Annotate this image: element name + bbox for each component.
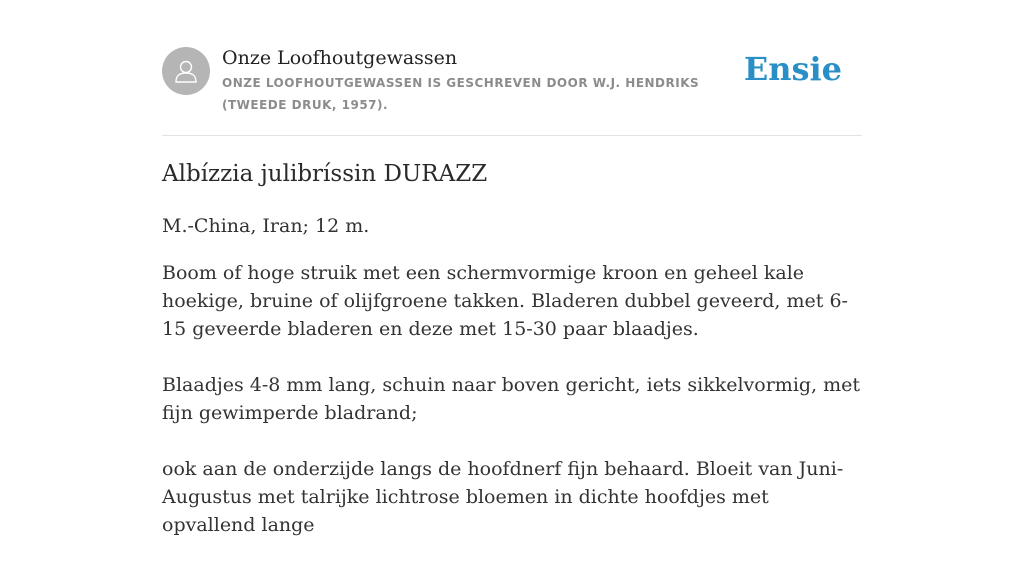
paragraph: ook aan de onderzijde langs de hoofdnerf fijn behaard. Bloeit van Juni-Augustus met talrijke lichtrose bloemen in dichte hoofdjes met opvallend lange xyxy=(162,458,844,536)
user-icon xyxy=(172,57,200,85)
avatar[interactable] xyxy=(162,47,210,95)
article-origin: M.-China, Iran; 12 m. xyxy=(162,215,370,237)
article-title: Albízzia julibríssin DURAZZ xyxy=(162,161,488,187)
paragraph: Boom of hoge struik met een schermvormige kroon en geheel kale hoekige, bruine of olijfgroene takken. Bladeren dubbel geveerd, met 6-15 geveerde bladeren en deze met 15-30 paar blaadjes. xyxy=(162,262,848,340)
publication-info xyxy=(222,45,752,116)
article-body xyxy=(162,259,862,567)
paragraph: Blaadjes 4-8 mm lang, schuin naar boven gericht, iets sikkelvormig, met fijn gewimperde bladrand; xyxy=(162,374,861,424)
publication-title[interactable]: Onze Loofhoutgewassen xyxy=(222,47,458,69)
publication-description: ONZE LOOFHOUTGEWASSEN IS GESCHREVEN DOOR W.J. HENDRIKS (TWEEDE DRUK, 1957). xyxy=(222,76,700,112)
main-container xyxy=(162,0,862,536)
publication-header xyxy=(162,0,862,136)
brand-logo-link[interactable]: Ensie xyxy=(743,50,842,88)
